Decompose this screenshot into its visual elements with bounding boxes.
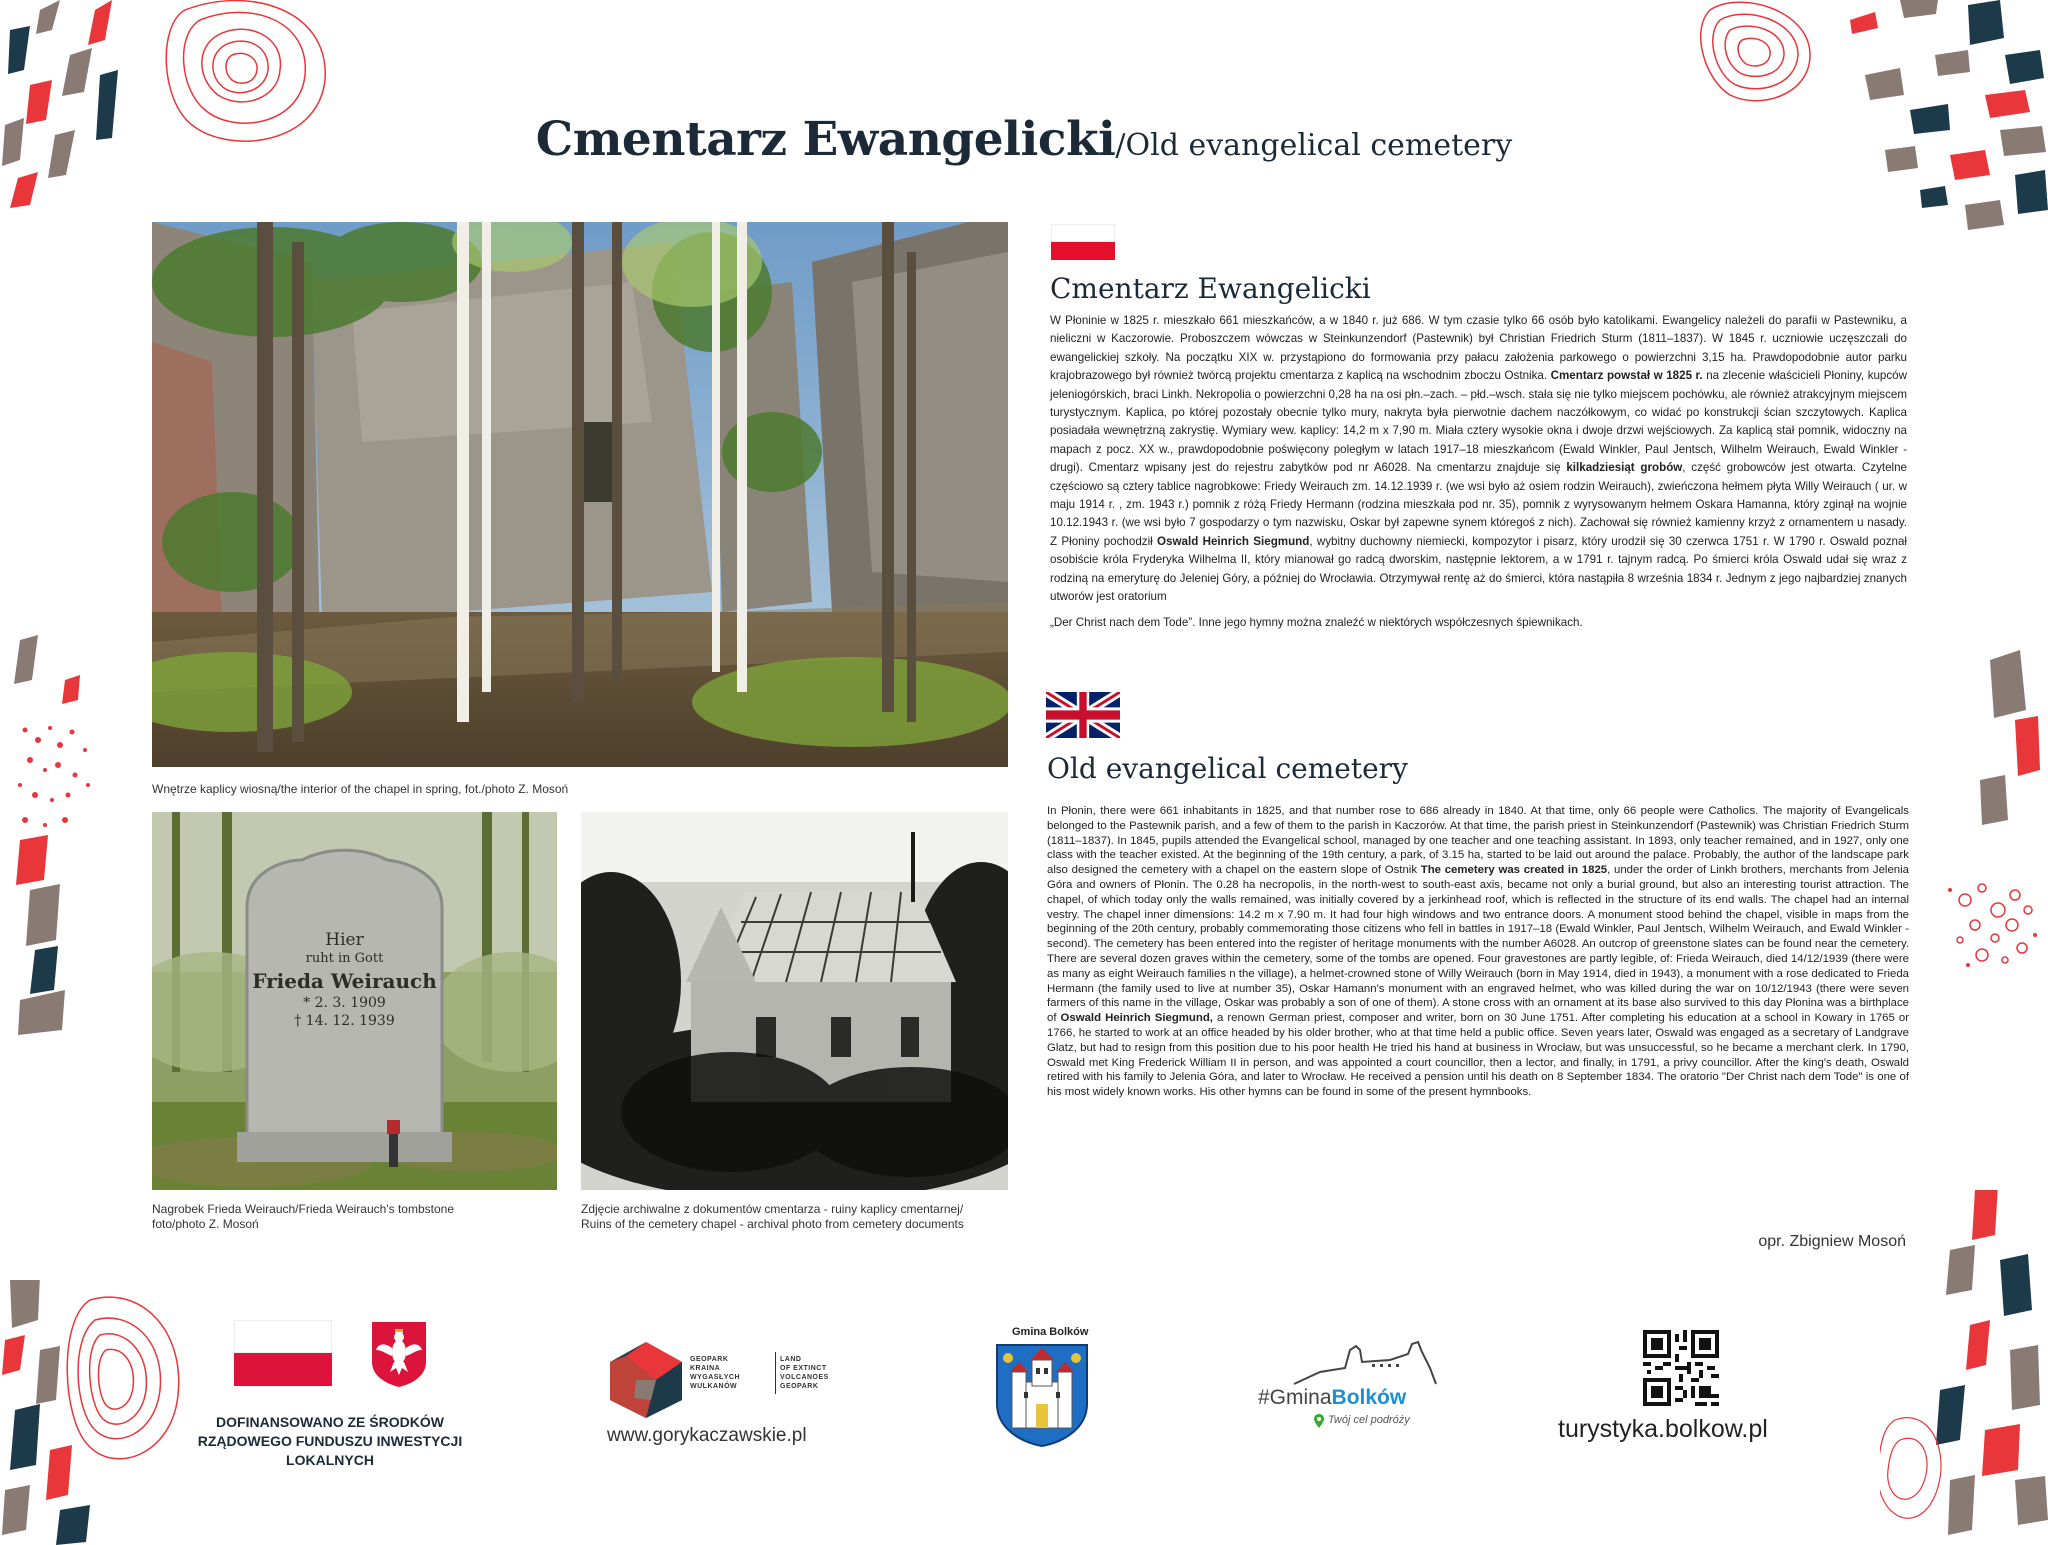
qr-code-icon[interactable]: [1643, 1330, 1719, 1406]
chapel-interior-caption: Wnętrze kaplicy wiosną/the interior of the chapel in spring, fot./photo Z. Mosoń: [152, 782, 569, 796]
polish-paragraph: W Płoninie w 1825 r. mieszkało 661 mieszkańców, a w 1840 r. już 686. W tym czasie tylko 66 osób było katolikami. Ewangelicy należeli do parafii w Pastewniku, a nieliczni w Kaczorowie. Proboszczem wówczas w Steinkunzendorf (Pastewnik) był Christian Friedrich Sturm (1811–1837). W 1845 r. uczniowie uczęszczali do ewangelickiej szkoły. Na początku XIX w. przystąpiono do formowania przy pałacu założenia parkowego o powierzchni 3,15 ha. Prawdopodobnie autor parku krajobrazowego był również twórcą projektu cmentarza z kaplicą na wschodnim zboczu Ostnika. Cmentarz powstał w 1825 r. na zlecenie właścicieli Płoniny, kupców jeleniogórskich, braci Linkh. Nekropolia o powierzchni 0,28 ha na osi płn.–zach. – płd.–wsch. stała się nie tylko miejscem pochówku, ale również atrakcyjnym miejscem turystycznym. Kaplica, po której pozostały obecnie tylko mury, nakryta była pierwotnie dachem naczółkowym, co widać po konstrukcji ścian szczytowych. Kaplica posiadała wewnętrzną zakrystię. Wymiary wew. kaplicy: 14,2 m x 7,90 m. Miała cztery wysokie okna i dwoje drzwi wejściowych. Za kaplicą stał pomnik, widoczny na mapach z pocz. XX w., prawdopodobnie poświęcony poległym w latach 1917–18 mieszkańcom (Ewald Winkler, Paul Jentsch, Wilhelm Weirauch, Ewald Winkler - drugi). Cmentarz wpisany jest do rejestru zabytków pod nr A6028. Na cmentarzu znajduje się kilkadziesiąt grobów, część grobowców jest otwarta. Czytelne częściowo są cztery tablice nagrobkowe: Friedy Weirauch zm. 14.12.1939 r. (we wsi było aż osiem rodzin Weirauch), zwieńczona hełmem płyta Willy Weirauch ( ur. w maju 1914 r. , zm. 1943 r.) pomnik z różą Friedy Hermann (rodzina mieszkała pod nr. 35), pomnik z wyrysowanym hełmem Oskara Hamanna, który zginął na wojnie 10.12.1943 r. (we wsi było 7 gospodarzy o tym nazwisku, Oskar był zapewne synem któregoś z nich). Zachował się również kamienny krzyż z ornamentem u nasady. Z Płoniny pochodził Oswald Heinrich Siegmund, wybitny duchowny niemiecki, kompozytor i pisarz, który urodził się 30 czerwca 1751 r. W 1790 r. Oswald poznał osobiście króla Fryderyka Wilhelma II, który mianował go radcą dworskim, następnie lektorem, a w 1791 r. tajnym radcą. Po śmierci króla Oswald udał się wraz z rodziną na emeryturę do Jeleniej Góry, a później do Wrocławia. Otrzymywał rentę aż do śmierci, która nastąpiła 8 września 1834 r. Jednym z jego najbardziej znanych utworów jest oratorium: [1050, 314, 1908, 604]
polish-flag-logo: [234, 1320, 332, 1386]
inscription-line: Hier: [325, 930, 364, 950]
geopark-name-pl: GEOPARK KRAINA WYGASŁYCH WULKANÓW: [690, 1356, 740, 1390]
english-heading: Old evangelical cemetery: [1047, 752, 1408, 785]
bolkow-castle-outline-icon: [1290, 1338, 1440, 1388]
tombstone-inscription: [247, 930, 442, 1030]
author-credit: opr. Zbigniew Mosoń: [1758, 1233, 1906, 1250]
tombstone-photo: [152, 812, 557, 1190]
archival-caption-line1: Zdjęcie archiwalne z dokumentów cmentarza - ruiny kaplicy cmentarnej/: [581, 1202, 964, 1216]
gmina-label: Gmina Bolków: [1012, 1326, 1089, 1338]
archival-caption-line2: Ruins of the cemetery chapel - archival photo from cemetery documents: [581, 1217, 964, 1231]
funding-statement: DOFINANSOWANO ZE ŚRODKÓW RZĄDOWEGO FUNDUSZU INWESTYCJI LOKALNYCH: [197, 1414, 463, 1468]
title-main: Cmentarz Ewangelicki: [535, 112, 1116, 167]
geopark-logo-icon: [606, 1340, 686, 1420]
archival-caption: [581, 1202, 1021, 1232]
english-paragraph: In Płonin, there were 661 inhabitants in 1825, and that number rose to 686 already in 1840. At that time, only 66 people were Catholics. The majority of Evangelicals belonged to the Pastewnik parish, and a few of them to the parish in Kaczorów. At that time, the parish priest in Steinkunzendorf (Pastewnik) was Christian Friedrich Sturm (1811–1837). In 1845, pupils attended the Evangelical school, managed by one teacher and one teaching assistant. In 1893, only teacher remained, and in 1927, only one class with the teacher existed. At the beginning of the 19th century, a park, of 3.15 ha, started to be laid out around the palace. Probably, the author of the landscape park also designed the cemetery with a chapel on the eastern slope of Ostnik The cemetery was created in 1825, under the order of Linkh brothers, merchants from Jelenia Góra and owners of Płonin. The 0.28 ha necropolis, in the north-west to south-east axis, became not only a burial ground, but also an interesting tourist attraction. The chapel, of which today only the walls remained, was initially covered by a jerkinhead roof, which is reflected in the structure of its end walls. The chapel had an internal vestry. The chapel inner dimensions: 14.2 m x 7.90 m. It had four high windows and two entrance doors. A monument stood behind the chapel, visible in maps from the beginning of the 20th century, probably commemorating those citizens who fell in battles in 1917–18 (Ewald Winkler, Paul Jentsch, Wilhelm Weirauch, and Ewald Winkler - second). The cemetery has been entered into the register of heritage monuments with the number A6028. An outcrop of greenstone slates can be found near the cemetery. There are several dozen graves within the cemetery, some of the tombs are opened. Four gravestones are partly legible, of: Frieda Weirauch, died 14/12/1939 (there were as many as eight Weirauch families n the village), a helmet-crowned stone of Willy Weirauch (born in May 1914, died in 1943), a monument with a rose dedicated to Frieda Hermann (the family used to live at number 35), Oskar Hamann's monument with an engraved helmet, who was killed during the war on 10/12/1943 (there were seven farmers of this name in the village, Oskar was probably a son of one of them). A stone cross with an ornament at its base also survived to this day Płonina was a birthplace of Oswald Heinrich Siegmund, a renown German priest, composer and writer, born on 30 June 1751. After completing his education at a school in Kowary in 1765 or 1766, he started to work at an office headed by his older brother, who at that time held a public office. Seven years later, Oswald was engaged as a secretary of Landgrave Glatz, but had to resign from this position due to his poor health He tried his hand at business in Wrocław, but was unsuccessful, so he became a merchant clerk. In 1790, Oswald met King Frederick William II in person, and was appointed a court councillor, then a lector, and finally, in 1791, a privy councillor. After the king's death, Oswald retired with his family to Jelenia Góra, and later to Wrocław. He received a pension until his death on 8 September 1834. The oratorio "Der Christ nach dem Tode" is one of his most widely known works. His other hymns can be found in some of the present hymnbooks.: [1047, 805, 1909, 1099]
decorative-corner-bottom-left: [0, 1280, 190, 1545]
polish-heading: Cmentarz Ewangelicki: [1050, 272, 1371, 305]
english-body-text: [1047, 804, 1909, 1107]
location-pin-icon: [1313, 1413, 1325, 1429]
inscription-line: Frieda Weirauch: [252, 969, 437, 993]
uk-flag-icon: [1046, 692, 1120, 738]
geopark-website-link[interactable]: www.gorykaczawskie.pl: [607, 1425, 807, 1446]
bolkow-coat-of-arms-icon: [994, 1342, 1090, 1448]
geopark-name-en: LAND OF EXTINCT VOLCANOES GEOPARK: [780, 1356, 829, 1390]
inscription-line: † 14. 12. 1939: [294, 1013, 395, 1029]
tombstone-caption: [152, 1202, 557, 1232]
decorative-corner-top-left: [0, 0, 340, 210]
tombstone-caption-line1: Nagrobek Frieda Weirauch/Frieda Weirauch's tombstone: [152, 1202, 454, 1216]
inscription-line: * 2. 3. 1909: [303, 995, 386, 1011]
chapel-interior-photo: [152, 222, 1008, 767]
polish-eagle-emblem-icon: [370, 1320, 428, 1388]
inscription-line: ruht in Gott: [305, 951, 384, 966]
tombstone-caption-line2: foto/photo Z. Mosoń: [152, 1217, 259, 1231]
archival-chapel-photo: [581, 812, 1008, 1190]
title-sub: /Old evangelical cemetery: [1115, 128, 1513, 163]
decorative-right-edge: [1920, 620, 2048, 1040]
tourism-website-link[interactable]: turystyka.bolkow.pl: [1558, 1415, 1768, 1443]
polish-flag-icon: [1051, 224, 1115, 260]
bolkow-tagline: Twój cel podróży: [1328, 1414, 1410, 1426]
polish-body-text: [1050, 312, 1907, 639]
geopark-divider: [775, 1352, 776, 1394]
polish-paragraph-2: „Der Christ nach dem Tode”. Inne jego hymny można znaleźć w niektórych współczesnych śpiewnikach.: [1050, 615, 1583, 629]
page-title: [0, 112, 2048, 167]
gmina-bolkow-hashtag: #GminaBolków: [1258, 1386, 1407, 1409]
decorative-left-edge: [0, 580, 120, 1040]
